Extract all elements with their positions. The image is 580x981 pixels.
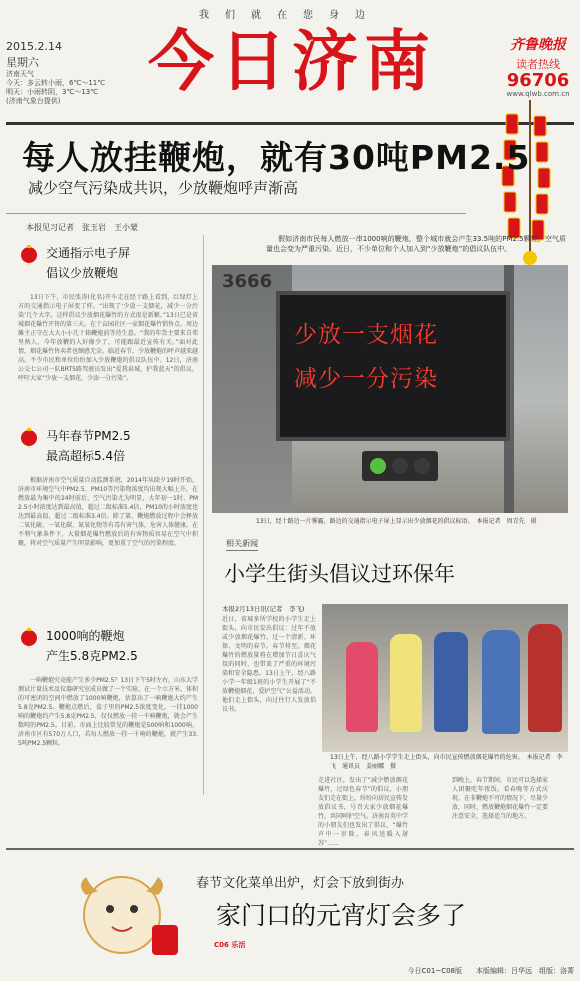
side-item-text: 根据济南市空气质量自动监测系统，2014年从除夕19时开始，济南市环境空气中PM2.5、PM10等污染物浓度均出现大幅上升，在燃放最为集中的24时前后，空气污染尤为明显，大年初一1时，PM2.5小时浓度达到最高值，超过二级标准5.4倍，PM10的小时浓度也达到最高值，超过二级标准3.4倍。除了第，鞭炮燃放过程中会释放二氧化硫、一氧化碳、氮氧化物等有毒有害气体，危害人体健康。在不利气象条件下，大量烟花爆竹燃放后的有害物质容易在空气中积聚，将对空气质量产生明显影响，更加重了空气的污染程度。 <box>18 477 199 547</box>
student-figure <box>346 642 378 732</box>
side-item <box>18 426 198 602</box>
issue-weekday: 星期六 <box>6 56 39 69</box>
lamb-mascot-illustration <box>62 855 182 965</box>
teaser-page-ref: C06 乐活 <box>214 941 246 949</box>
column-divider <box>203 235 204 795</box>
side-item-title: 最高超标5.4倍 <box>46 449 126 463</box>
section-tag: 相关新闻 <box>226 538 258 551</box>
teaser-title: 家门口的元宵灯会多了 <box>216 901 467 930</box>
building-number: 3666 <box>222 271 273 292</box>
led-sign-board <box>276 291 510 441</box>
brand-name: 齐鲁晚报 <box>510 37 566 53</box>
story2-column <box>452 776 548 836</box>
story2-column <box>318 776 409 847</box>
amber-light-icon <box>392 458 408 474</box>
side-item-text: 13日下午，市民张涛(化名)开车走在经十路上看到，红绿灯上方的交通指示电子屏变了样。“出现了‘少放一支烟花，减少一分污染’几个大字，这样倡议少放烟花爆竹的方式很是新颖。”13日已是省城烟花爆竹开售的第三天。在十亩园社区一家烟花爆竹销售点，周边摊主正守在大大小小几十箱鞭炮前等待生意。“我的年货主要来自邻里熟人，今年放鞭的人好像少了，可能跟最近宣传有关。”面对此情，烟花爆竹售卖者也颇感无奈。临近春节，少放鞭炮的呼声越来越高。不少市民和单位纷纷加入少放鞭炮的倡议队伍中。12日，济南公交七公司一队BRT5路驾驶员发出“爱我泉城，护我蓝天”的倡议，呼吁大家“少放一支烟花，少添一分污染”。 <box>18 294 199 382</box>
lead-headline: 每人放挂鞭炮，就有30吨PM2.5 <box>22 138 531 177</box>
story2-text: 走进社区，发出了“减少燃放烟花爆竹，过绿色春节”的倡议，小朋友们走在街上，纷纷向居民宣传发放倡议书，号召大家少放烟花爆竹，共同呵护空气。济南育英中学的小朋友们也发出了倡议，“爆竹声中一岁除，春风送暖入屠苏”…… <box>318 777 409 847</box>
lead-subhead: 减少空气污染成共识，少放鞭炮呼声渐高 <box>28 179 299 197</box>
bottom-rule <box>6 848 574 850</box>
brand-box <box>500 34 576 98</box>
sign-photo <box>212 265 568 513</box>
students-photo <box>322 604 568 752</box>
story2-text: 到晚上，春节期间，市民可以选择家人团聚吃年夜饭，看春晚等方式庆祝，在非鞭炮不可的情况下，尽量少放，同时，燃放鞭炮烟花爆竹一定要注意安全，选择适当的地方。 <box>452 777 549 820</box>
story2-headline: 小学生街头倡议过环保年 <box>224 562 455 586</box>
side-item-title: 1000响的鞭炮 <box>46 629 125 643</box>
led-sign-line: 减少一分污染 <box>294 366 438 392</box>
lead-intro: 假如济南市民每人燃放一串1000响的鞭炮，整个城市就会产生33.5吨的PM2.5颗粒，空气质量也会变为严重污染。近日，不少单位和个人加入到“少放鞭炮”的倡议队伍中。 <box>266 235 566 253</box>
story2-text: 近日，省城多所学校的小学生走上街头，向市民发出倡议：过年不放或少放烟花爆竹，过一个清新、环保、文明的春节。春节将至，烟花爆竹的燃放量将在增加节日喜庆气氛的同时，也带来了严重的环境污染和安全隐患。13日上午，经八路小学一年级1班的小学生开展了“不放鞭炮烟花，爱护空气”公益活动。他们走上街头，向过往行人发放倡议书。 <box>222 616 316 713</box>
green-light-icon <box>370 458 386 474</box>
lantern-icon <box>18 243 40 265</box>
weather-box <box>6 70 126 106</box>
story2-column <box>222 604 318 754</box>
headline-rule <box>6 213 466 214</box>
weather-line: (济南气象台提供) <box>6 97 61 105</box>
side-item <box>18 243 198 419</box>
student-figure <box>528 624 562 732</box>
weather-line: 今天：多云转小雨，6℃～11℃ <box>6 79 106 87</box>
issue-date: 2015.2.14 <box>6 40 62 53</box>
side-item-title: 产生5.8克PM2.5 <box>46 649 138 663</box>
traffic-light <box>362 451 438 481</box>
photo-caption: 13日，经十路边一片雾霾，路边的交通指示电子屏上显示出少放烟花的倡议标语。 本报记者 周青先 摄 <box>256 518 537 525</box>
lantern-icon <box>18 626 40 648</box>
teaser-subtitle: 春节文化菜单出炉，灯会下放到街办 <box>196 876 405 891</box>
side-item-title: 倡议少放鞭炮 <box>46 266 119 280</box>
side-item-text: 一响鞭炮究竟能产生多少PM2.5？13日下午5时左右，山东大学测试计量技术及仪器研究室成员做了一个实验，在一个立方米、体积的可密闭的空间中燃放了1000响鞭炮，估算出了一响鞭炮大约产生5.8克PM2.5。鞭炮点燃后，盒子里的PM2.5浓度变化。一挂1000响的鞭炮约产生5.8克PM2.5，仅仅燃放一挂一千响鞭炮，就会产生数吨的PM2.5。目前，市面上比较常见的鞭炮是500响和1000响，济南市区有570万人口，若每人燃放一挂一千响的鞭炮，就产生33.5吨PM2.5颗粒。 <box>18 677 199 747</box>
side-item <box>18 626 198 820</box>
hotline-label: 读者热线 <box>516 58 560 71</box>
story2-byline: 本报2月13日讯(记者 李飞) <box>222 605 305 613</box>
website-url: www.qlwb.com.cn <box>506 90 570 98</box>
lead-byline: 本报见习记者 张玉岩 王小蒙 <box>26 223 138 232</box>
weather-line: 济南天气 <box>6 70 34 78</box>
newspaper-logo: 今日济南 <box>148 22 436 100</box>
photo-caption: 13日上午，经八路小学学生走上街头，向市民宣传燃放烟花爆竹的危害。 本报记者 李飞 通讯员 姜丽娜 摄 <box>330 754 563 770</box>
led-sign-line: 少放一支烟花 <box>294 322 438 348</box>
red-light-icon <box>414 458 430 474</box>
side-item-title: 交通指示电子屏 <box>46 246 131 260</box>
hotline-number: 96706 <box>506 70 570 91</box>
masthead-slogan: 我们就在您身边 <box>199 10 381 21</box>
page-footer: 今日C01~C08版 本版编辑：吕华远 组版：洛菁 <box>407 967 574 975</box>
student-figure <box>482 630 520 734</box>
student-figure <box>390 634 422 732</box>
lantern-icon <box>18 426 40 448</box>
side-item-title: 马年春节PM2.5 <box>46 429 131 443</box>
weather-line: 明天：小雨转阴，3℃～13℃ <box>6 88 99 96</box>
student-figure <box>434 632 468 732</box>
